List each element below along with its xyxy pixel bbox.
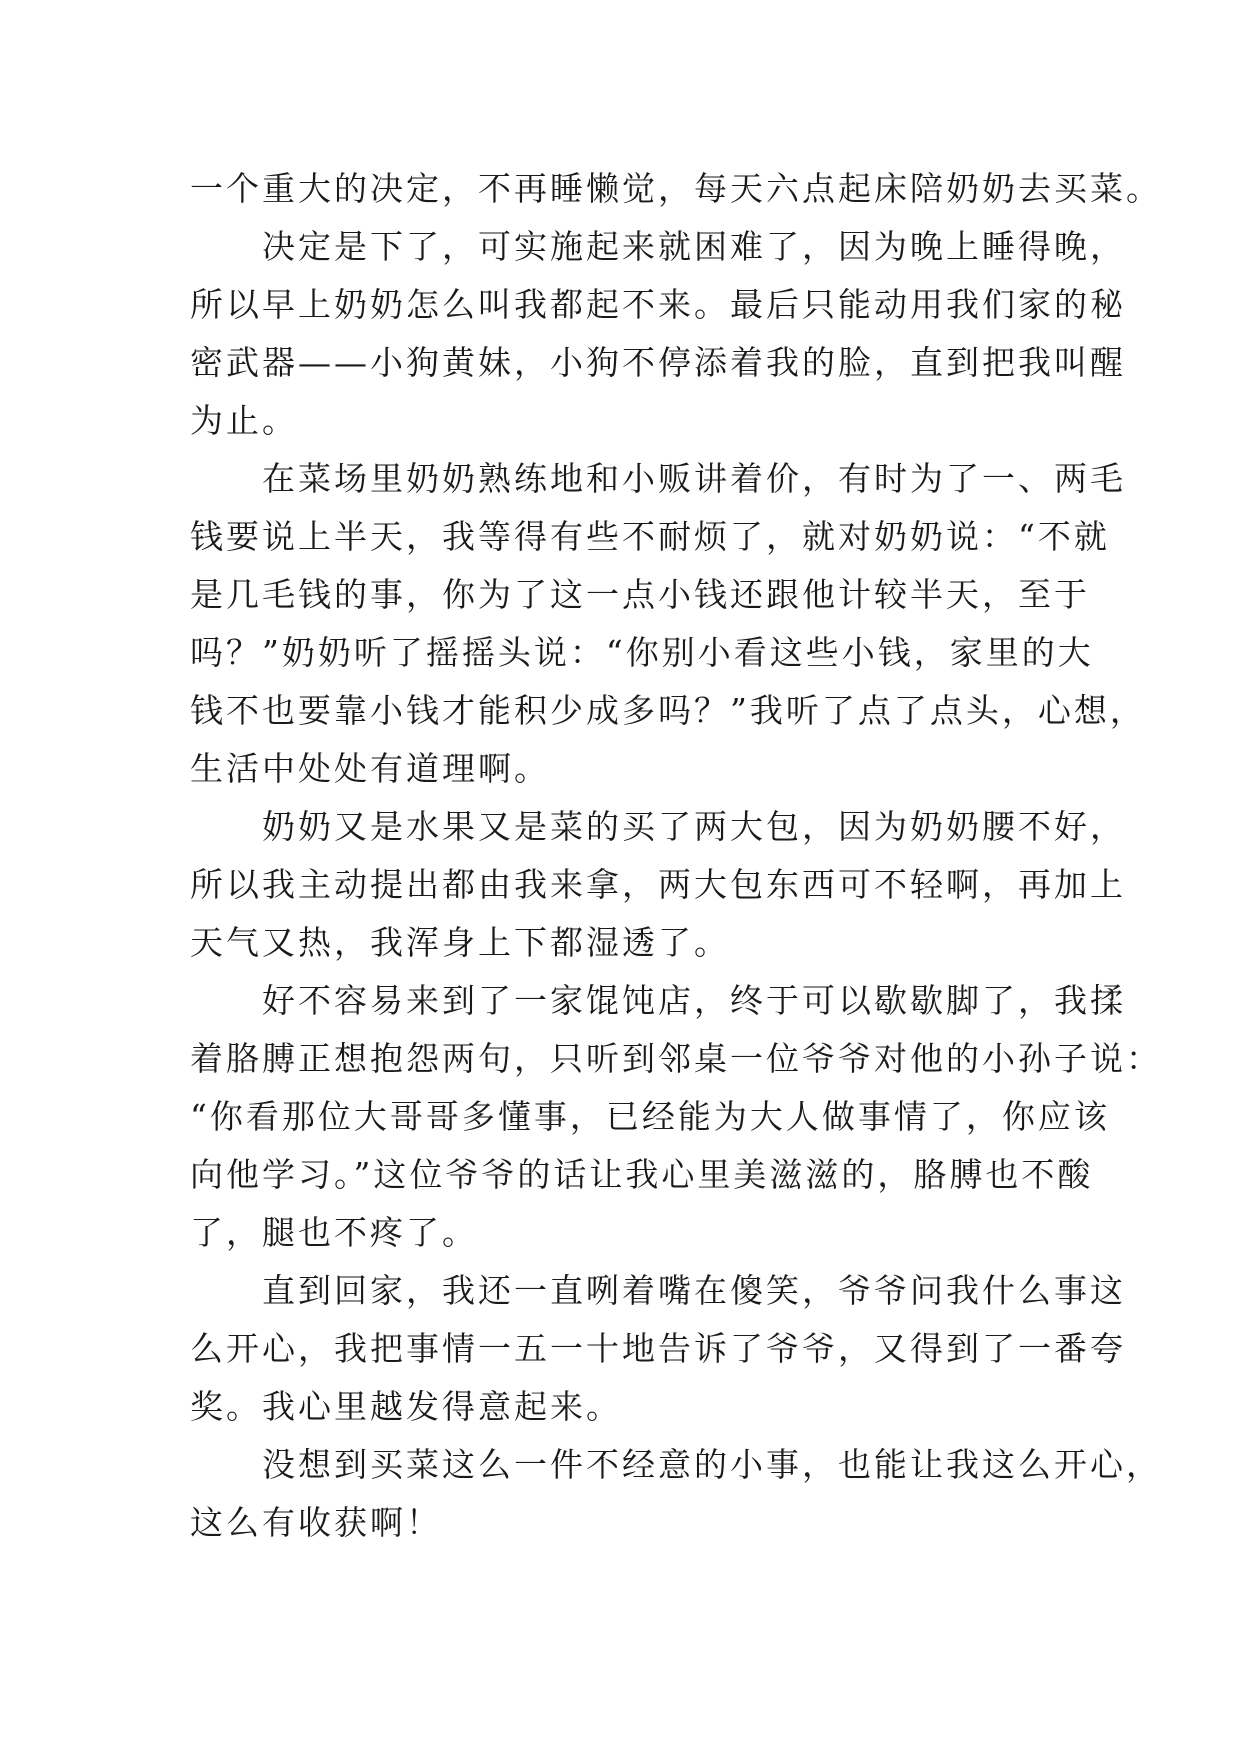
text-line: 决定是下了，可实施起来就困难了，因为晚上睡得晚， xyxy=(190,227,1126,266)
text-line: 生活中处处有道理啊。 xyxy=(190,749,550,788)
text-line: 奖。我心里越发得意起来。 xyxy=(190,1387,622,1426)
text-line: 这么有收获啊！ xyxy=(190,1503,442,1542)
text-line: 着胳膊正想抱怨两句，只听到邻桌一位爷爷对他的小孙子说： xyxy=(190,1039,1162,1078)
text-line: 么开心，我把事情一五一十地告诉了爷爷，又得到了一番夸 xyxy=(190,1329,1126,1368)
text-line: 向他学习。”这位爷爷的话让我心里美滋滋的，胳膊也不酸 xyxy=(190,1155,1094,1194)
text-line: 是几毛钱的事，你为了这一点小钱还跟他计较半天，至于 xyxy=(190,575,1090,614)
text-line: 好不容易来到了一家馄饨店，终于可以歇歇脚了，我揉 xyxy=(190,981,1126,1020)
text-line: 钱要说上半天，我等得有些不耐烦了，就对奶奶说：“不就 xyxy=(190,517,1110,556)
text-line: 天气又热，我浑身上下都湿透了。 xyxy=(190,923,730,962)
text-line: 在菜场里奶奶熟练地和小贩讲着价，有时为了一、两毛 xyxy=(190,459,1126,498)
text-line: 密武器——小狗黄妹，小狗不停添着我的脸，直到把我叫醒 xyxy=(190,343,1126,382)
text-line: 直到回家，我还一直咧着嘴在傻笑，爷爷问我什么事这 xyxy=(190,1271,1126,1310)
essay-body xyxy=(190,160,1162,1552)
text-line: 所以我主动提出都由我来拿，两大包东西可不轻啊，再加上 xyxy=(190,865,1126,904)
text-line: 为止。 xyxy=(190,401,298,440)
text-line: 所以早上奶奶怎么叫我都起不来。最后只能动用我们家的秘 xyxy=(190,285,1126,324)
text-line: 吗？”奶奶听了摇摇头说：“你别小看这些小钱，家里的大 xyxy=(190,633,1094,672)
text-line: 没想到买菜这么一件不经意的小事，也能让我这么开心， xyxy=(190,1445,1162,1484)
text-line: 一个重大的决定，不再睡懒觉，每天六点起床陪奶奶去买菜。 xyxy=(190,169,1162,208)
text-line: 了，腿也不疼了。 xyxy=(190,1213,478,1252)
text-line: 钱不也要靠小钱才能积少成多吗？”我听了点了点头，心想， xyxy=(190,691,1146,730)
text-line: “你看那位大哥哥多懂事，已经能为大人做事情了，你应该 xyxy=(190,1097,1110,1136)
text-line: 奶奶又是水果又是菜的买了两大包，因为奶奶腰不好， xyxy=(190,807,1126,846)
